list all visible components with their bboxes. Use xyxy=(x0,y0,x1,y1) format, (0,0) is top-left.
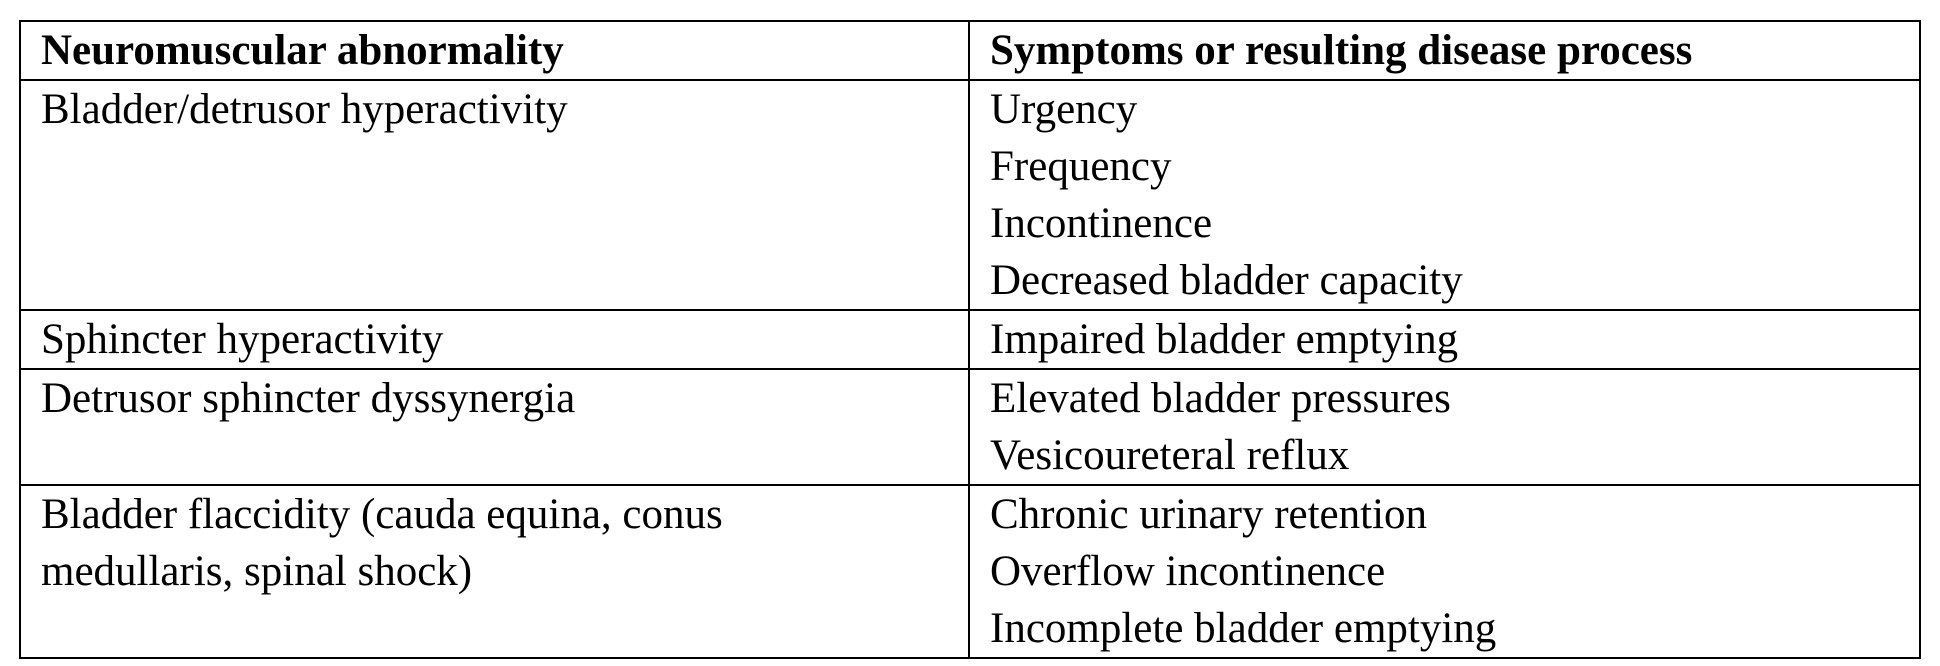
column-header-abnormality: Neuromuscular abnormality xyxy=(20,21,969,80)
symptom-text: Chronic urinary retention xyxy=(990,491,1428,538)
table-row xyxy=(20,80,1920,310)
abnormality-text: Detrusor sphincter dyssynergia xyxy=(41,375,576,422)
symptom-text: Urgency xyxy=(990,86,1138,133)
abnormality-text: Bladder flaccidity (cauda equina, conus xyxy=(41,491,723,538)
neuromuscular-table xyxy=(19,20,1921,659)
symptoms-cell xyxy=(969,310,1920,369)
symptom-text: Incontinence xyxy=(990,200,1213,247)
abnormality-text: Bladder/detrusor hyperactivity xyxy=(41,86,568,133)
abnormality-cell xyxy=(20,310,969,369)
symptoms-cell xyxy=(969,369,1920,485)
table-row xyxy=(20,310,1920,369)
column-header-symptoms: Symptoms or resulting disease process xyxy=(969,21,1920,80)
table-row xyxy=(20,369,1920,485)
symptom-text: Decreased bladder capacity xyxy=(990,257,1463,304)
symptoms-cell xyxy=(969,80,1920,310)
symptom-text: Overflow incontinence xyxy=(990,548,1386,595)
table-header-row xyxy=(20,21,1920,80)
abnormality-cell xyxy=(20,80,969,310)
abnormality-cell xyxy=(20,369,969,485)
abnormality-text: medullaris, spinal shock) xyxy=(41,548,473,595)
abnormality-cell xyxy=(20,485,969,658)
symptom-text: Elevated bladder pressures xyxy=(990,375,1451,422)
symptom-text: Impaired bladder emptying xyxy=(990,316,1459,363)
abnormality-text: Sphincter hyperactivity xyxy=(41,316,444,363)
table-row xyxy=(20,485,1920,658)
symptom-text: Frequency xyxy=(990,143,1172,190)
symptom-text: Vesicoureteral reflux xyxy=(990,432,1350,479)
symptom-text: Incomplete bladder emptying xyxy=(990,605,1497,652)
symptoms-cell xyxy=(969,485,1920,658)
